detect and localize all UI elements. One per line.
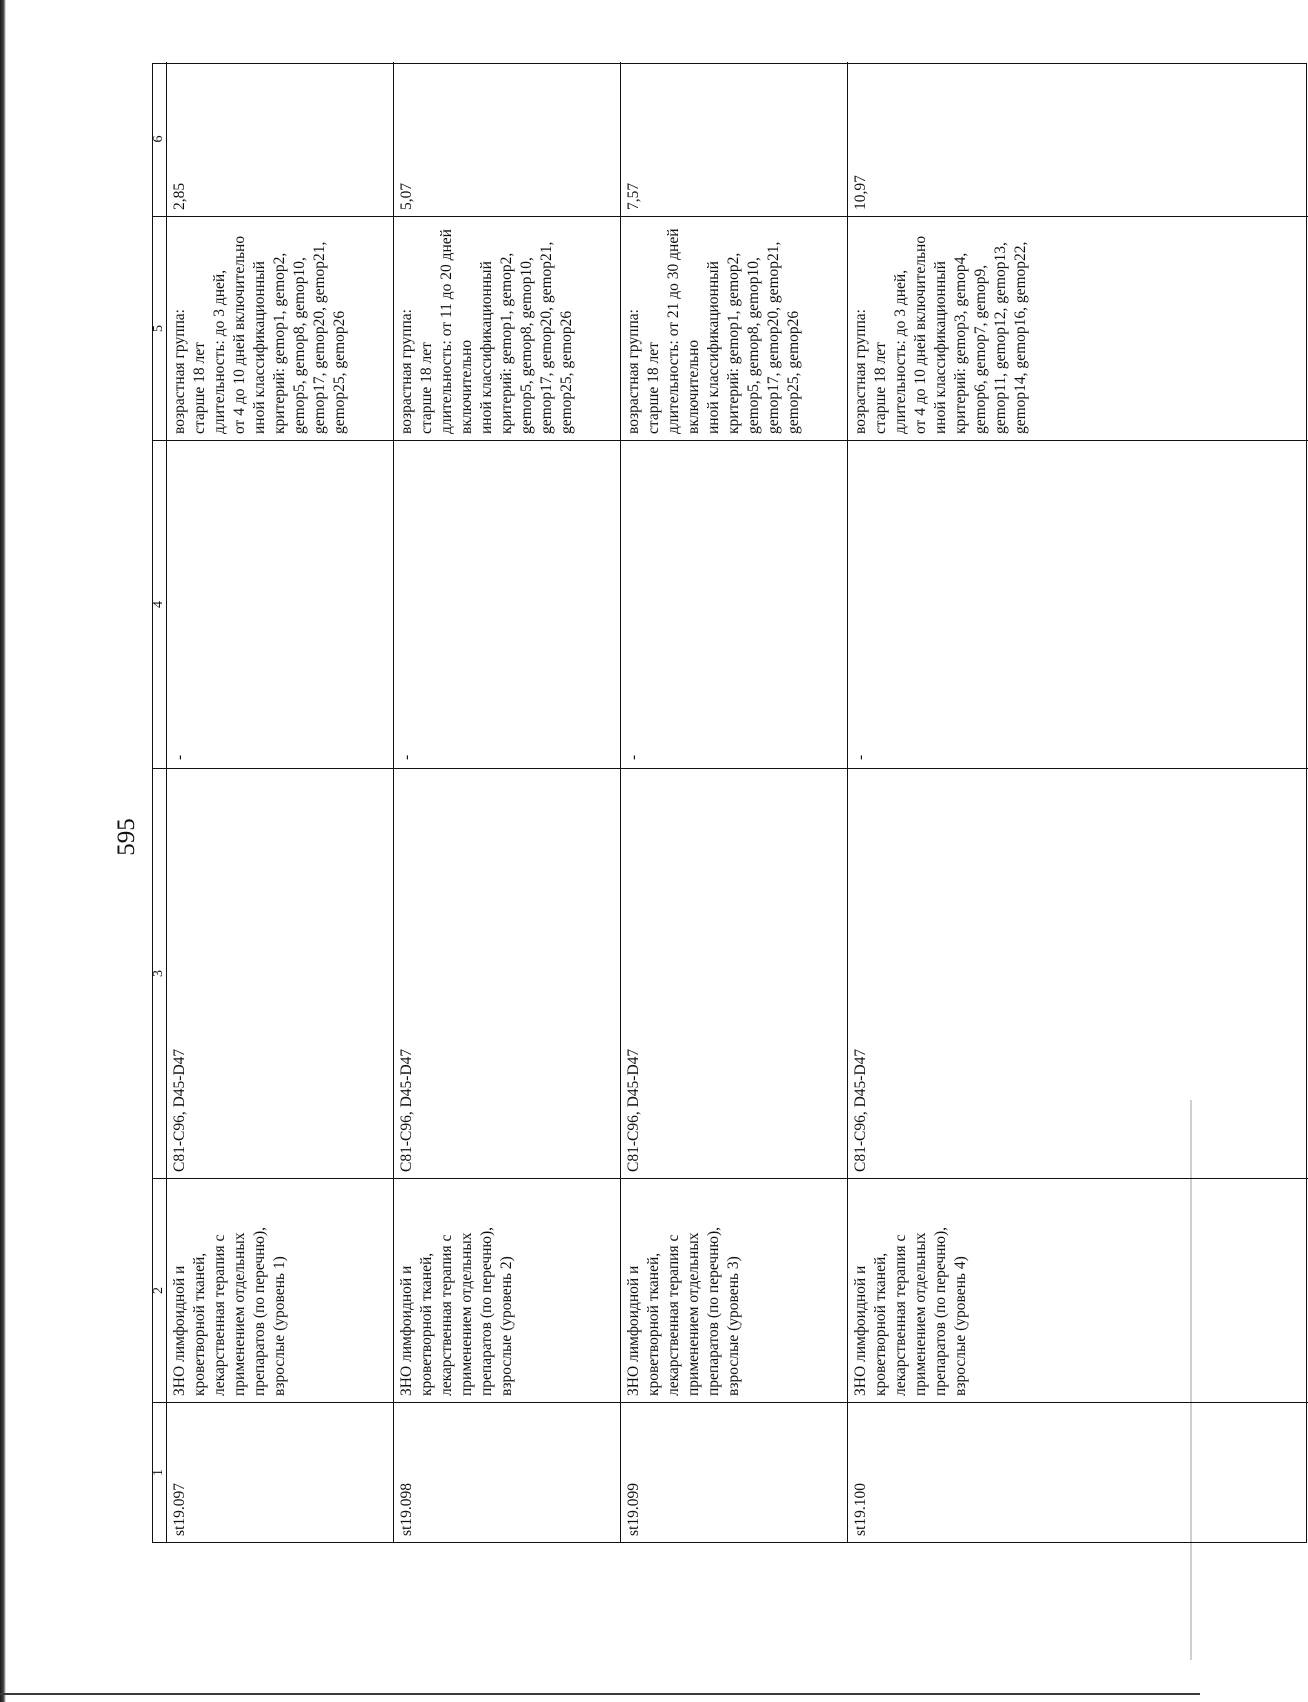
cell-name: ЗНО лимфоидной и кроветворной тканей, лекарственная терапия с применением отдельных препаратов (по перечню), взрослые (уровень 1) <box>167 1178 394 1402</box>
cell-icd: C81-C96, D45-D47 <box>621 768 848 1178</box>
cell-criteria: возрастная группа: старше 18 лет длительность: до 3 дней, от 4 до 10 дней включительно иной классификационный критерий: gemop3, gemop4, gemop6, gemop7, gemop9, gemop11, gemop12, gemop13, gemop14, gemop16, gemop22, <box>848 216 1308 440</box>
cell-code: st19.098 <box>394 1402 621 1542</box>
cell-code: st19.100 <box>848 1402 1308 1542</box>
cell-name: ЗНО лимфоидной и кроветворной тканей, лекарственная терапия с применением отдельных препаратов (по перечню), взрослые (уровень 3) <box>621 1178 848 1402</box>
cell-coef: 5,07 <box>394 62 621 216</box>
column-header-3: 3 <box>153 768 167 1178</box>
cell-code: st19.097 <box>167 1402 394 1542</box>
column-header-1: 1 <box>153 1402 167 1542</box>
scan-edge-left <box>0 0 6 1702</box>
cell-icd: C81-C96, D45-D47 <box>394 768 621 1178</box>
cell-icd: C81-C96, D45-D47 <box>167 768 394 1178</box>
cell-icd: C81-C96, D45-D47 <box>848 768 1308 1178</box>
cell-col4: - <box>167 440 394 768</box>
cell-criteria: возрастная группа: старше 18 лет длительность: до 3 дней, от 4 до 10 дней включительно иной классификационный критерий: gemop1, gemop2, gemop5, gemop8, gemop10, gemop17, gemop20, gemop21, gemop25, gemop26 <box>167 216 394 440</box>
column-header-4: 4 <box>153 440 167 768</box>
cell-coef: 7,57 <box>621 62 848 216</box>
cell-coef: 2,85 <box>167 62 394 216</box>
cell-coef: 10,97 <box>852 175 869 210</box>
cell-col4: - <box>394 440 621 768</box>
cell-name: ЗНО лимфоидной и кроветворной тканей, лекарственная терапия с применением отдельных препаратов (по перечню), взрослые (уровень 2) <box>394 1178 621 1402</box>
cell-criteria: возрастная группа: старше 18 лет длительность: от 21 до 30 дней включительно иной классификационный критерий: gemop1, gemop2, gemop5, gemop8, gemop10, gemop17, gemop20, gemop21, gemop25, gemop26 <box>621 216 848 440</box>
cell-code: st19.099 <box>621 1402 848 1542</box>
column-header-2: 2 <box>153 1178 167 1402</box>
scan-bottom-line <box>0 1693 1200 1695</box>
cell-col4: - <box>621 440 848 768</box>
cell-col4: - <box>848 440 1308 768</box>
column-header-5: 5 <box>153 216 167 440</box>
cell-name: ЗНО лимфоидной и кроветворной тканей, лекарственная терапия с применением отдельных препаратов (по перечню), взрослые (уровень 4) <box>848 1178 1308 1402</box>
page-number: 595 <box>113 818 140 856</box>
tariff-table <box>152 63 1307 1543</box>
table-wrapper <box>152 63 1307 1543</box>
cell-criteria: возрастная группа: старше 18 лет длительность: от 11 до 20 дней включительно иной классификационный критерий: gemop1, gemop2, gemop5, gemop8, gemop10, gemop17, gemop20, gemop21, gemop25, gemop26 <box>394 216 621 440</box>
column-header-6: 6 <box>153 62 167 216</box>
